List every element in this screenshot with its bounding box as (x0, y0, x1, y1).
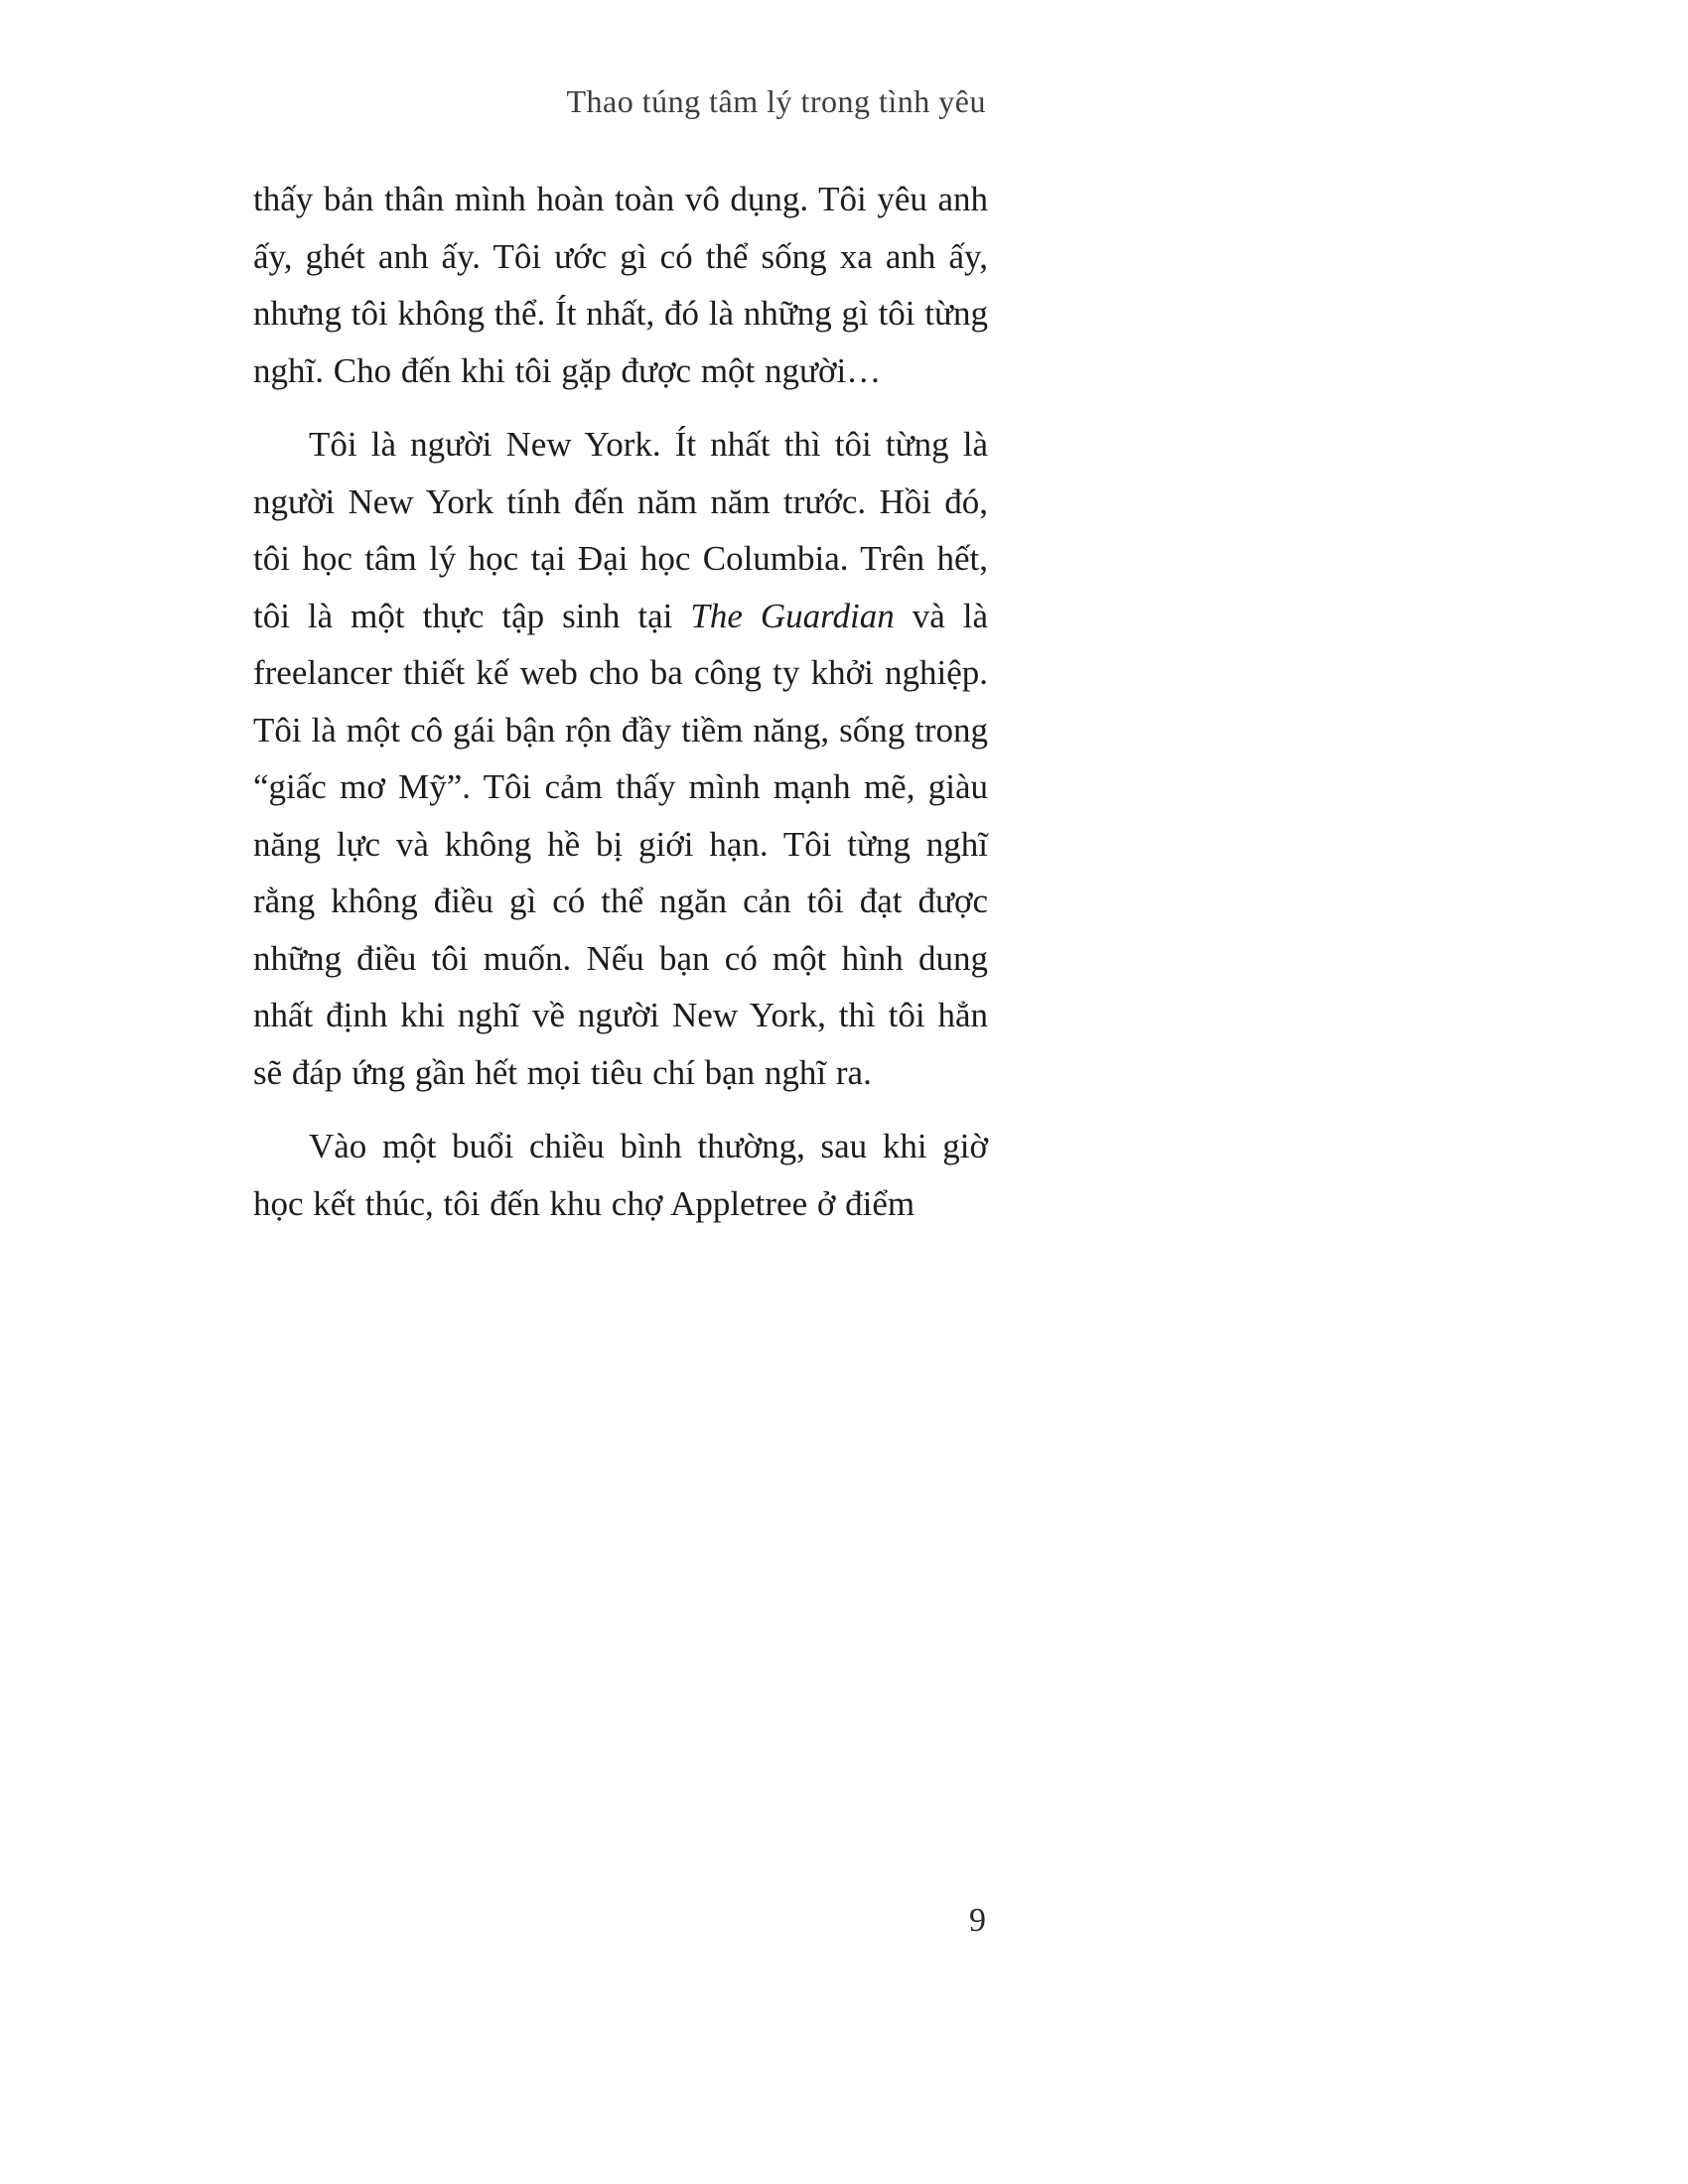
text-run: và là freelancer thiết kế web cho ba công ty khởi nghiệp. Tôi là một cô gái bận rộn đầy tiềm năng, sống trong “giấc mơ Mỹ”. Tôi cảm thấy mình mạnh mẽ, giàu năng lực và không hề bị giới hạn. Tôi từng nghĩ rằng không điều gì có thể ngăn cản tôi đạt được những điều tôi muốn. Nếu bạn có một hình dung nhất định khi nghĩ về người New York, thì tôi hẳn sẽ đáp ứng gần hết mọi tiêu chí bạn nghĩ ra. (253, 596, 988, 1092)
text-run: Tôi là người New York. Ít nhất thì tôi từng là người New York tính đến năm năm trước. Hồi đó, tôi học tâm lý học tại Đại học Columbia. Trên hết, tôi là một thực tập sinh tại (253, 425, 988, 635)
italic-text-run: The Guardian (690, 596, 895, 635)
page-number: 9 (969, 1902, 986, 1939)
running-title: Thao túng tâm lý trong tình yêu (566, 83, 986, 119)
paragraph (253, 1118, 988, 1232)
paragraph (253, 416, 988, 1101)
paragraph (253, 171, 988, 399)
text-run: Vào một buổi chiều bình thường, sau khi giờ học kết thúc, tôi đến khu chợ Appletree ở điểm (253, 1127, 988, 1223)
running-header (253, 81, 986, 121)
page-body (253, 171, 988, 1249)
text-run: thấy bản thân mình hoàn toàn vô dụng. Tôi yêu anh ấy, ghét anh ấy. Tôi ước gì có thể sống xa anh ấy, nhưng tôi không thể. Ít nhất, đó là những gì tôi từng nghĩ. Cho đến khi tôi gặp được một người… (253, 180, 988, 390)
page-footer (253, 1902, 986, 1940)
